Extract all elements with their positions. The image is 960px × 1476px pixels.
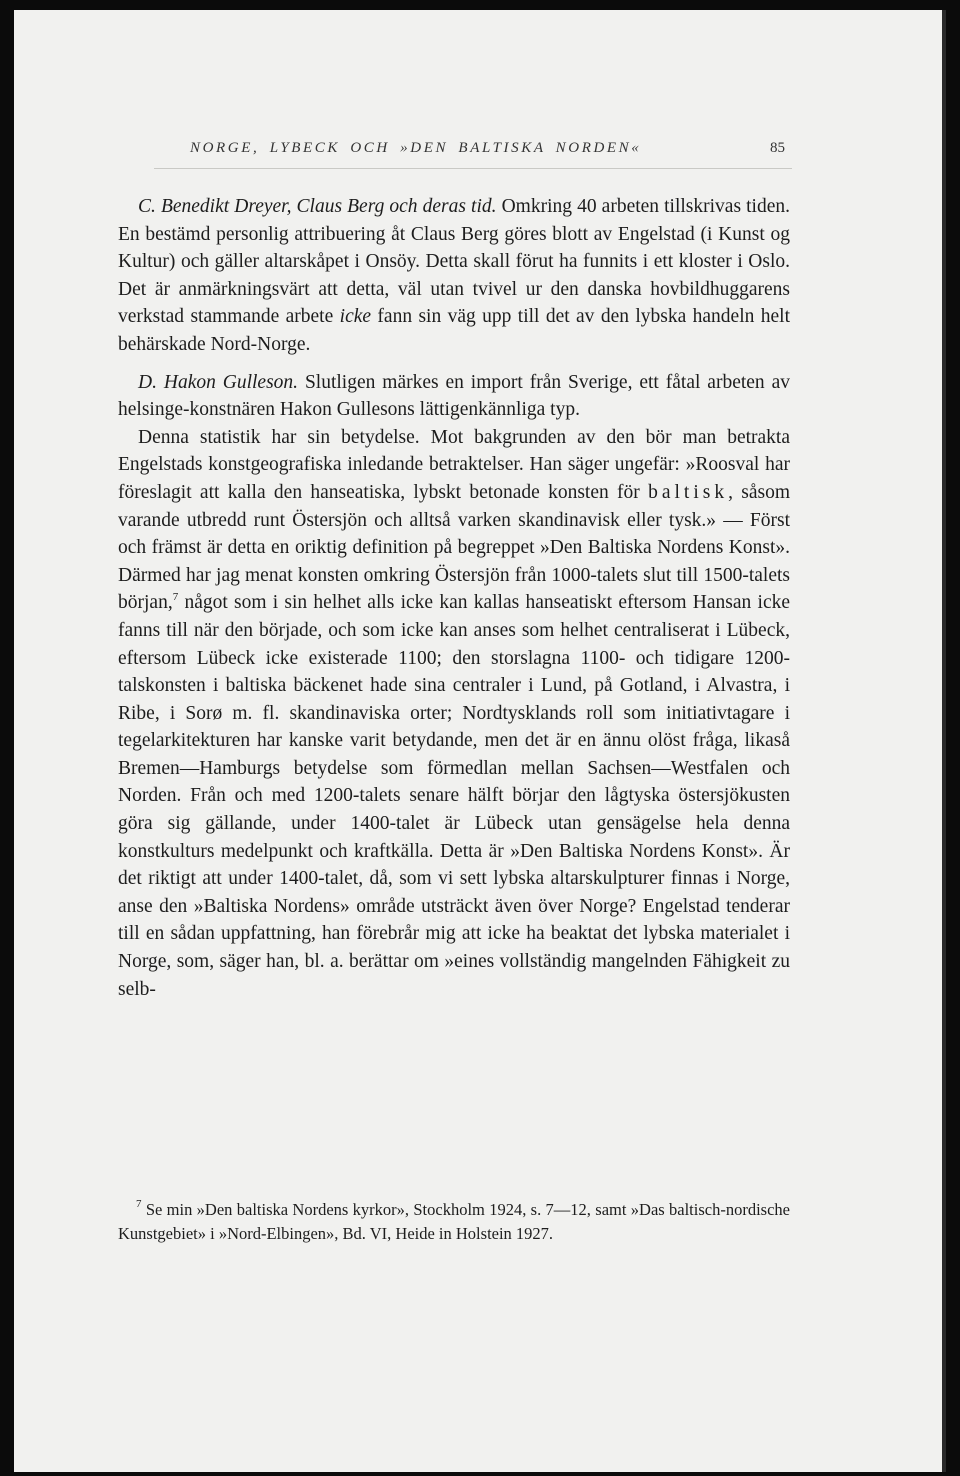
main-paragraph bbox=[118, 424, 790, 1003]
section-c-text: Omkring 40 arbeten tillskrivas tiden. En bestämd personlig attribuering åt Claus Berg göres blott av Engelstad (i Kunst og Kultur) och gäller altarskåpet i Onsöy. Detta skall förut ha funnits i ett kloster i Oslo. Det är anmärkningsvärt att detta, väl utan tvivel ur den danska hovbildhuggarens verkstad stammande arbete bbox=[118, 196, 790, 328]
section-d-heading: D. Hakon Gulleson. bbox=[138, 371, 299, 393]
header-rule bbox=[154, 168, 792, 169]
section-c-tail: fann sin väg upp till det av den lybska handeln helt behärskade Nord-Norge. bbox=[118, 306, 791, 355]
footnote-reference: 7 bbox=[172, 591, 179, 604]
section-c-heading: C. Benedikt Dreyer, Claus Berg och deras tid. bbox=[138, 196, 497, 217]
footnote-paragraph bbox=[118, 1198, 790, 1246]
main-text-part2: , såsom varande utbredd runt Östersjön och alltså varken skandinavisk eller tysk.» — Först och främst är detta en oriktig definition på begreppet »Den Baltiska Nordens Konst». Därmed har jag menat konsten omkring Östersjön från 1000-talets slut till 1500-talets början, bbox=[118, 481, 790, 614]
page-number: 85 bbox=[770, 140, 785, 156]
body-text bbox=[118, 193, 790, 1003]
section-d-text: Slutligen märkes en import från Sverige, ett fåtal arbeten av helsinge-konstnären Hakon Gullesons lättigenkännliga typ. bbox=[118, 371, 790, 421]
section-c-emphasis: icke bbox=[339, 306, 372, 328]
running-head: NORGE, LYBECK OCH »DEN BALTISKA NORDEN« bbox=[190, 140, 642, 156]
footnote-text: Se min »Den baltiska Nordens kyrkor», Stockholm 1924, s. 7—12, samt »Das baltisch-nordische Kunstgebiet» i »Nord-Elbingen», Bd. VI, Heide in Holstein 1927. bbox=[118, 1200, 790, 1243]
section-d-paragraph bbox=[118, 369, 790, 424]
spaced-word: baltisk bbox=[648, 481, 729, 503]
footnote bbox=[118, 1198, 790, 1246]
section-c-paragraph bbox=[118, 193, 790, 359]
main-text-part1: Denna statistik har sin betydelse. Mot bakgrunden av den bör man betrakta Engelstads konstgeografiska inledande betraktelser. Han säger ungefär: »Roosval har föreslagit att kalla den hanseatiska, lybskt betonade konsten för bbox=[118, 426, 790, 503]
footnote-marker: 7 bbox=[136, 1198, 142, 1210]
book-page bbox=[14, 10, 946, 1472]
main-text-part3: något som i sin helhet alls icke kan kallas hanseatiskt eftersom Hansan icke fanns till när den började, och som icke kan anses som helhet centraliserat i Lübeck, eftersom Lübeck icke existerade 1100; den storslagna 1100- och tidigare 1200-talskonsten i baltiska bäckenet hade sina centraler i Lund, på Gotland, i Alvastra, i Ribe, i Sorø m. fl. skandinaviska orter; Nordtysklands roll som initiativtagare i tegelarkitekturen har kanske varit betydande, men det är en ännu olöst fråga, likaså Bremen—Hamburgs betydelse som förmedlan mellan Sachsen—Westfalen och Norden. Från och med 1200-talets senare hälft börjar den lågtyska östersjökusten göra sig gällande, under 1400-talet är Lübeck utan gensägelse hela denna konstkulturs medelpunkt och kraftkälla. Detta är »Den Baltiska Nordens Konst». Är det riktigt att under 1400-talet, då, som vi sett lybska altarskulpturer finnas i Norge, anse den »Baltiska Nordens» område utsträckt även över Norge? Engelstad tenderar till en sådan uppfattning, han förebrår mig att icke ha beaktat det lybska materialet i Norge, som, säger han, bl. a. berättar om »eines vollständig mangelnden Fähigkeit zu selb- bbox=[118, 592, 790, 1000]
